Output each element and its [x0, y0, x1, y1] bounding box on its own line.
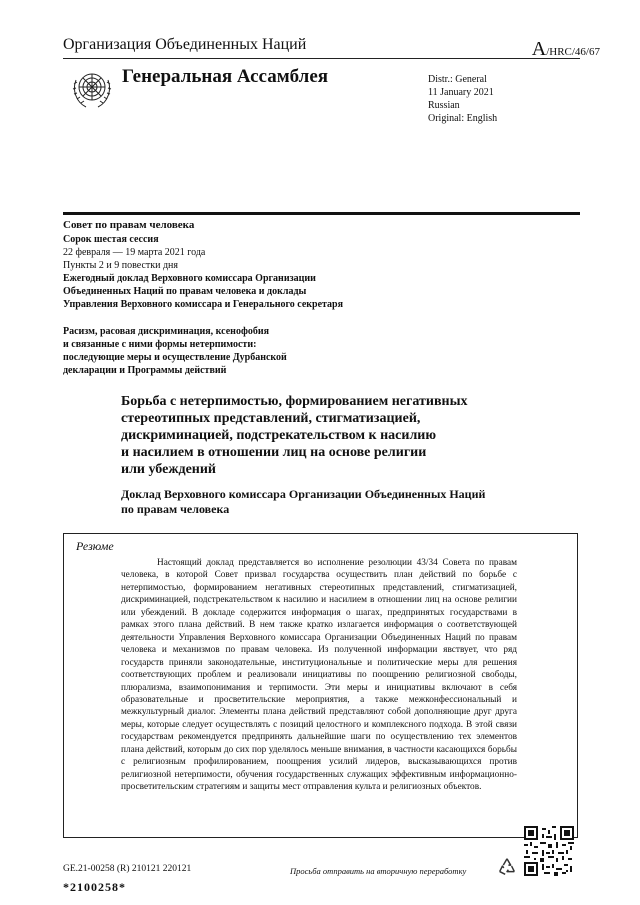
un-emblem-icon — [66, 62, 118, 114]
report-line: по правам человека — [121, 502, 230, 516]
organization-name: Организация Объединенных Наций — [63, 36, 307, 53]
council-name: Совет по правам человека — [63, 219, 195, 231]
topic-line: последующие меры и осуществление Дурбанской — [63, 352, 287, 363]
symbol-code: /HRC/46/67 — [546, 46, 600, 58]
session-dates: 22 февраля — 19 марта 2021 года — [63, 247, 206, 258]
title-line: Борьба с нетерпимостью, формированием негативных — [121, 394, 468, 409]
title-line: или убеждений — [121, 462, 216, 477]
section-rule — [63, 212, 580, 215]
summary-text: Настоящий доклад представляется во исполнение резолюции 43/34 Совета по правам человека, в которой Совет призвал государства осуществить план действий по борьбе с нетерпимостью, формированием негативных стереотипных представлений, стигматизацией, дискриминацией, подстрекательством к насилию и насилием в отношении лиц на основе религии или убеждений. В докладе содержится информация о шагах, предпринятых государствами в рамках этого плана действий. В нем также кратко излагается информация о соответствующей деятельности Управления Верховного комиссара Организации Объединенных Наций по правам человека и механизмов по правам человека. Из полученной информации явствует, что ряд государств приняли законодательные, институциональные и политические меры для решения соответствующих проблем и реализовали инициативы по поощрению религиозной свободы, плюрализма, взаимопонимания и терпимости. Эти меры и инициативы включают в себя образовательные и просветительские мероприятия, а также межконфессиональный и межкультурный диалог. Элементы плана действий представляют собой дополняющие друг друга меры, которые следует осуществлять с позиций целостного и комплексного подхода. В этой связи государствам рекомендуется предпринять дальнейшие шаги по осуществлению тех элементов плана действий, которым до сих пор уделялось меньше внимания, в частности касающихся борьбы с религиозным профилированием, поощрения усилий лидеров, высказывающихся против религиозной нетерпимости, обучения государственных служащих эффективным информационно-просветительским стратегиям и защиты мест отправления культа и религиозных объектов. — [121, 558, 517, 793]
distribution-info — [428, 73, 497, 125]
session-info — [63, 219, 423, 311]
recycle-icon — [496, 856, 518, 878]
barcode-text: *2100258* — [63, 880, 126, 894]
topic-line: Расизм, расовая дискриминация, ксенофобия — [63, 326, 270, 337]
summary-label: Резюме — [76, 539, 114, 553]
agenda-title-line: Управления Верховного комиссара и Генерального секретаря — [63, 299, 344, 310]
report-title — [121, 487, 561, 517]
qr-code-icon — [524, 826, 574, 876]
assembly-name: Генеральная Ассамблея — [122, 66, 329, 87]
title-line: стереотипных представлений, стигматизацией, — [121, 411, 421, 426]
agenda-title-line: Ежегодный доклад Верховного комиссара Организации — [63, 273, 316, 284]
title-line: дискриминацией, подстрекательством к насилию — [121, 428, 437, 443]
recycle-note: Просьба отправить на вторичную переработку — [290, 866, 467, 876]
document-title — [121, 393, 541, 478]
topic-heading — [63, 325, 423, 377]
distr-language: Russian — [428, 100, 460, 111]
report-line: Доклад Верховного комиссара Организации Объединенных Наций — [121, 487, 486, 501]
session-name: Сорок шестая сессия — [63, 234, 159, 245]
distr-original: Original: English — [428, 113, 498, 124]
job-number: GE.21-00258 (R) 210121 220121 — [63, 864, 192, 874]
topic-line: и связанные с ними формы нетерпимости: — [63, 339, 257, 350]
agenda-items: Пункты 2 и 9 повестки дня — [63, 260, 178, 271]
topic-line: декларации и Программы действий — [63, 365, 227, 376]
distr-line: Distr.: General — [428, 74, 487, 85]
distr-date: 11 January 2021 — [428, 87, 494, 98]
agenda-title-line: Объединенных Наций по правам человека и доклады — [63, 286, 307, 297]
header-rule — [63, 58, 580, 59]
title-line: и насилием в отношении лиц на основе религии — [121, 445, 427, 460]
symbol-letter: A — [531, 38, 547, 60]
